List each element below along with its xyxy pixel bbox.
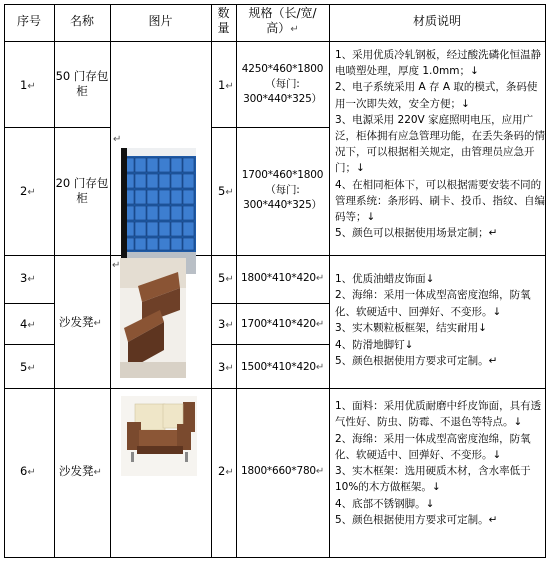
image-cell-mark: ↵ [113,134,122,145]
row-divider [4,255,545,256]
row-divider [4,388,545,389]
block-sofa-material-description [335,398,545,528]
row-divider [4,127,111,128]
seq-cell: 4↵ [20,317,36,331]
material-line: 4、防滑地脚钉↓ [335,338,414,351]
row-divider [4,41,545,42]
material-line: 1、面料：采用优质耐磨中纤皮饰面，具有透气性好、防虫、防霉、不退色等特点。↓ [335,400,542,429]
qty-cell: 3↵ [218,317,234,331]
header-spec-line2: 高）↵ [266,21,299,35]
qty-cell: 5↵ [218,184,234,198]
spec-cell: 1800*660*780↵ [241,465,325,477]
column-divider [329,4,330,558]
name-cell: 沙发凳↵ [59,464,102,478]
row-divider [4,303,54,304]
spec-cell: 1800*410*420↵ [241,272,325,284]
material-line: 2、电子系统采用 A 存 A 取的模式，条码使用一次即失效，安全方便；↓ [335,81,538,110]
header-name: 名称 [69,14,94,28]
header-qty [211,6,236,36]
seq-cell: 1↵ [20,78,36,92]
image-cell-mark: ↵ [112,260,121,271]
column-divider [110,4,111,558]
material-line: 5、颜色根据使用方要求可定制。↵ [335,355,498,368]
material-line: 3、实木颗粒板框架，结实耐用↓ [335,322,487,335]
material-line: 2、海绵：采用一体成型高密度泡绵，防氧化、软硬适中、回弹好、不变形。↓ [335,289,531,318]
spec-line: 1700*460*1800 [241,169,324,181]
table-border-bottom [4,557,545,558]
row-divider [211,127,329,128]
locker-material-description [335,47,545,241]
table-border-right [545,4,546,558]
material-line: 4、在相同柜体下，可以根据需要安装不同的管理系统：条形码、刷卡、投币、指纹、自编码等；↓ [335,178,545,224]
name-line: 50 门存包 [55,69,109,83]
header-spec-line1: 规格（长/宽/ [248,6,317,20]
header-seq: 序号 [16,14,41,28]
qty-cell: 3↵ [218,360,234,374]
header-material: 材质说明 [412,14,461,28]
column-divider [211,4,212,558]
seq-cell: 3↵ [20,271,36,285]
spec-line: 300*440*325） [243,199,322,211]
material-line: 2、海绵：采用一体成型高密度泡绵，防氧化、软硬适中、回弹好、不变形。↓ [335,432,531,461]
bench-sofa-photo [120,258,186,378]
seq-cell: 5↵ [20,360,36,374]
row-divider [211,303,329,304]
qty-cell: 5↵ [218,271,234,285]
header-qty-line2: 量 [217,21,230,35]
material-line: 5、颜色根据使用方要求可定制。↵ [335,514,498,527]
spec-line: 4250*460*1800 [241,63,324,75]
spec-cell [236,168,329,213]
name-line: 20 门存包 [55,176,109,190]
qty-cell: 2↵ [218,464,234,478]
header-image: 图片 [148,14,173,28]
table-border-left [4,4,5,558]
seq-cell: 2↵ [20,184,36,198]
material-line: 3、实木框架：选用硬质木材，含水率低于 10%的木方做框架。↓ [335,465,531,494]
material-line: 3、电源采用 220V 家庭照明电压，应用广泛，柜体拥有应急管理功能，在丢失条码的情况下，可以根据相关规定，由管理员应急开门；↓ [335,113,545,175]
spec-line: 300*440*325） [243,93,322,105]
spec-line: （每门: [265,78,300,90]
row-divider [211,344,329,345]
qty-cell: 1↵ [218,78,234,92]
spec-cell [236,62,329,107]
spec-line: （每门: [265,184,300,196]
material-line: 1、采用优质冷轧钢板，经过酸洗磷化恒温静电喷塑处理，厚度 1.0mm；↓ [335,49,542,78]
material-line: 5、颜色可以根据使用场景定制；↵ [335,227,498,240]
material-line: 4、底部不锈钢脚。↓ [335,497,435,510]
locker-photo [121,148,196,274]
spec-cell: 1700*410*420↵ [241,318,325,330]
block-sofa-photo [121,396,197,476]
header-qty-line1: 数 [217,6,230,20]
bench-sofa-material-description [335,271,545,369]
name-line: 柜 [76,84,88,98]
name-line: 柜 [76,191,88,205]
table-border-top [4,4,545,5]
seq-cell: 6↵ [20,464,36,478]
row-divider [4,344,54,345]
material-line: 1、优质油蜡皮饰面↓ [335,273,435,285]
name-cell [54,69,110,99]
spec-cell: 1500*410*420↵ [241,361,325,373]
name-cell-merged: 沙发凳↵ [59,315,102,329]
header-spec [236,6,329,37]
name-cell [54,176,110,206]
